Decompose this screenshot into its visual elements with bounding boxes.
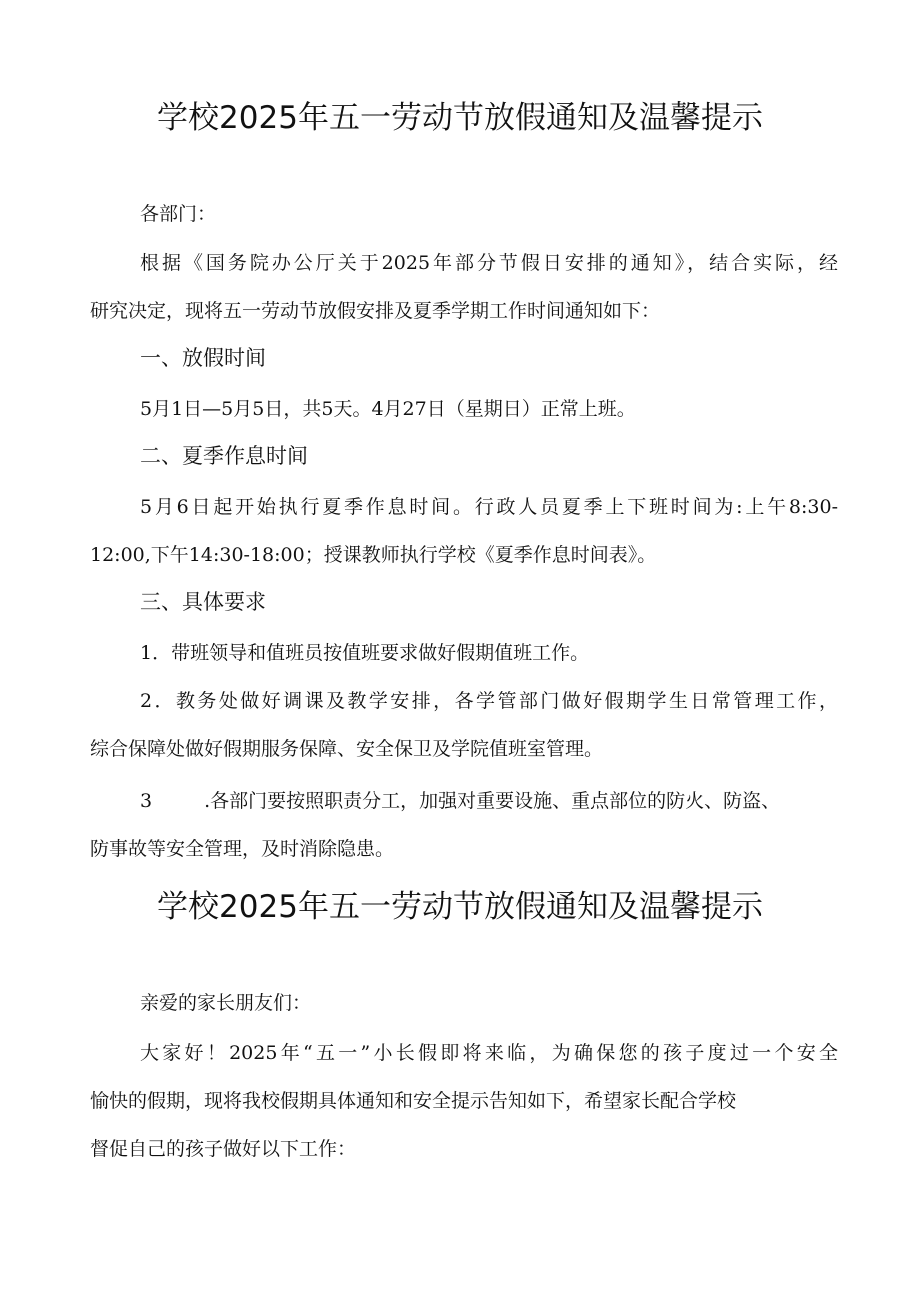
section-heading-summer-schedule: 二、夏季作息时间 bbox=[140, 444, 308, 468]
notice-title: 学校2025年五一劳动节放假通知及温馨提示 bbox=[157, 100, 763, 136]
section-heading-holiday: 一、放假时间 bbox=[140, 346, 266, 370]
summer-schedule-line-1: 5月6日起开始执行夏季作息时间。行政人员夏季上下班时间为:上午8:30- bbox=[140, 496, 838, 518]
section-heading-requirements: 三、具体要求 bbox=[140, 590, 266, 614]
parents-line-2: 愉快的假期，现将我校假期具体通知和安全提示告知如下，希望家长配合学校 bbox=[90, 1090, 737, 1112]
requirement-item-1: 1．带班领导和值班员按值班要求做好假期值班工作。 bbox=[140, 642, 590, 664]
intro-line-2: 研究决定，现将五一劳动节放假安排及夏季学期工作时间通知如下： bbox=[90, 300, 661, 322]
requirement-item-3-number: 3 bbox=[140, 790, 153, 812]
holiday-text: 5月1日—5月5日，共5天。4月27日（星期日）正常上班。 bbox=[140, 398, 636, 420]
requirement-item-3-line-2: 防事故等安全管理，及时消除隐患。 bbox=[90, 838, 395, 860]
requirement-item-2-line-1: 2．教务处做好调课及教学安排，各学管部门做好假期学生日常管理工作， bbox=[140, 690, 838, 712]
requirement-item-3-text: .各部门要按照职责分工，加强对重要设施、重点部位的防火、防盗、 bbox=[204, 790, 781, 812]
requirement-item-3-line-1 bbox=[140, 788, 838, 814]
notice-title-2: 学校2025年五一劳动节放假通知及温馨提示 bbox=[157, 889, 763, 925]
requirement-item-2-line-2: 综合保障处做好假期服务保障、安全保卫及学院值班室管理。 bbox=[90, 738, 604, 760]
summer-schedule-line-2: 12:00,下午14:30-18:00；授课教师执行学校《夏季作息时间表》。 bbox=[90, 544, 657, 566]
parents-line-1: 大家好！2025年“五一”小长假即将来临，为确保您的孩子度过一个安全 bbox=[140, 1042, 838, 1064]
intro-line-1: 根据《国务院办公厅关于2025年部分节假日安排的通知》，结合实际，经 bbox=[140, 252, 838, 274]
greeting-2: 亲爱的家长朋友们： bbox=[140, 992, 312, 1014]
parents-line-3: 督促自己的孩子做好以下工作： bbox=[90, 1138, 357, 1160]
greeting: 各部门： bbox=[140, 203, 217, 225]
